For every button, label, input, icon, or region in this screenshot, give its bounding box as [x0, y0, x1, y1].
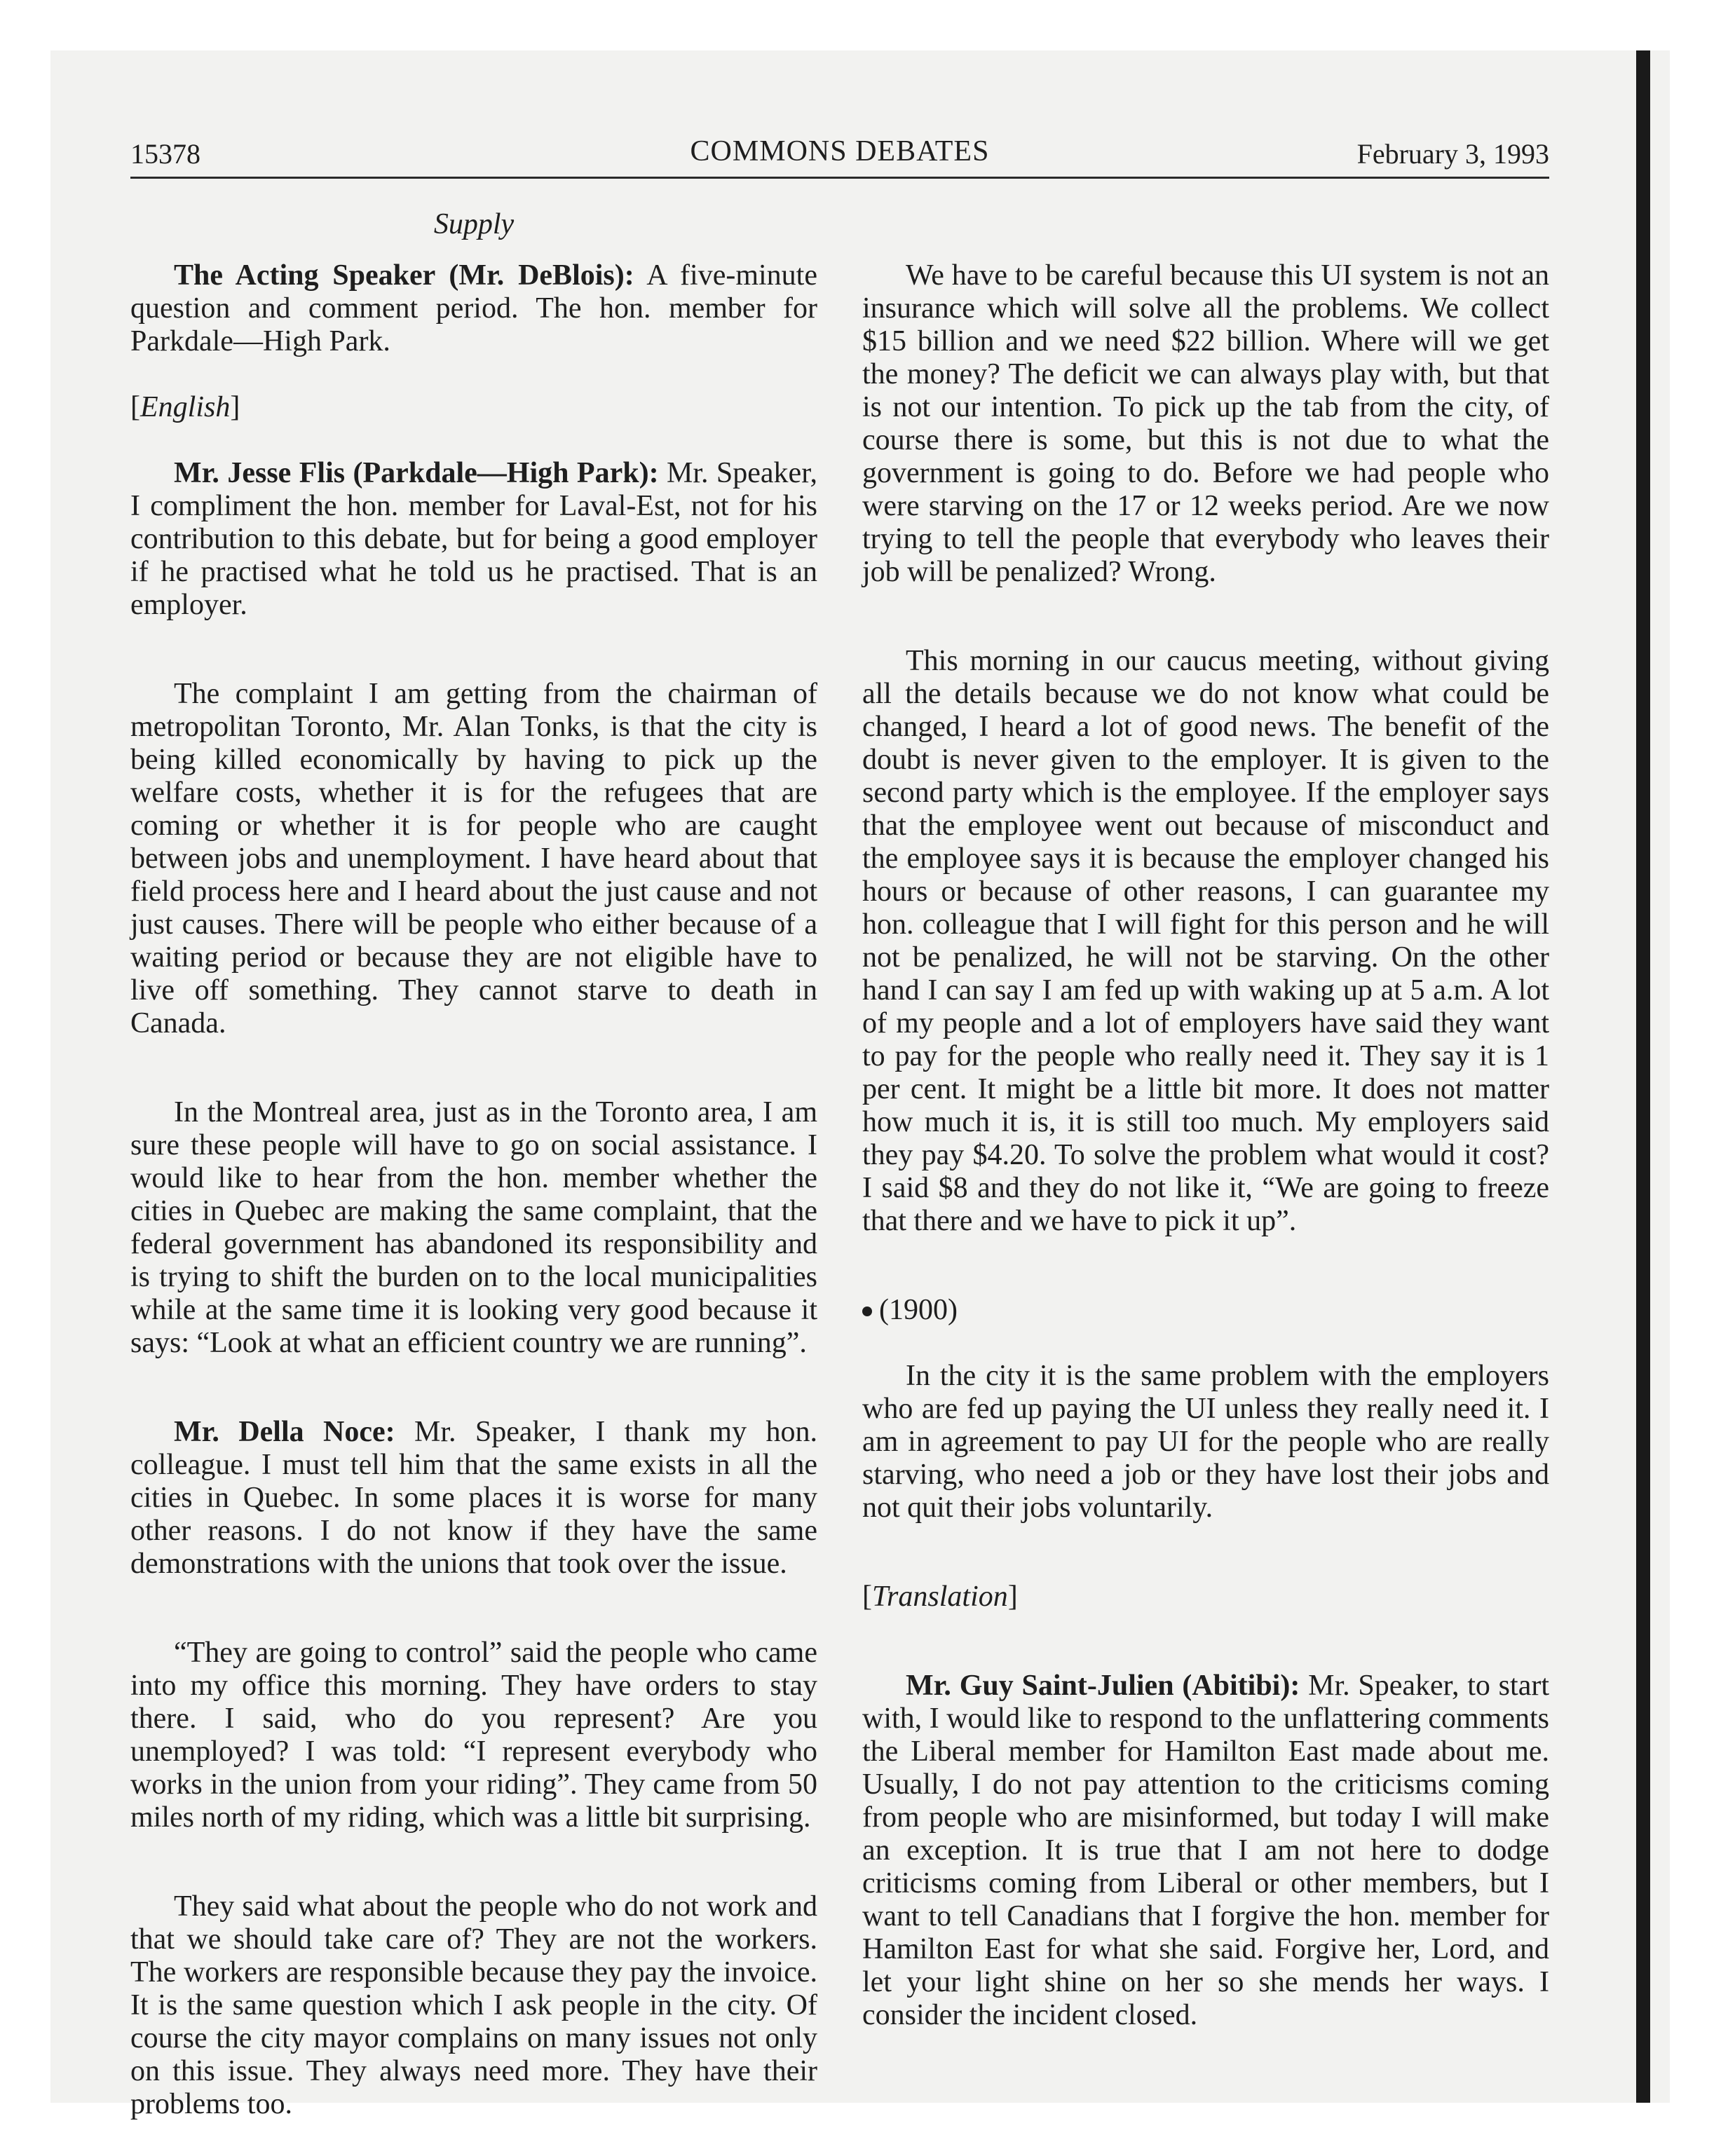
header-rule [130, 177, 1549, 179]
running-head: Supply [433, 208, 515, 240]
language-marker-english: [English] [130, 391, 240, 423]
paragraph: This morning in our caucus meeting, without giving all the details because we do not know what could be changed, I heard a lot of good news. The benefit of the doubt is never given to the employer. It is given to the second party which is the employee. If the employer says that the employee went out because of misconduct and the employee says it is because the employer changed his hours or because of other reasons, I can guarantee my hon. colleague that I will fight for this person and he will not be penalized, he will not be starving. On the other hand I can say I am fed up with waking up at 5 a.m. A lot of my people and a lot of employers have said they want to pay for the people who really need it. They say it is 1 per cent. It might be a little bit more. It does not matter how much it is, it is still too much. My employers said they pay $4.20. To solve the problem what would it cost? I said $8 and they do not like it, “We are going to freeze that there and we have to pick it up”. [862, 645, 1549, 1237]
speech-text: Mr. Speaker, I compliment the hon. member for Laval-Est, not for his contribution to this debate, but for being a good employer if he practised what he told us he practised. That is an employer. [130, 457, 818, 621]
bullet-icon [862, 1306, 872, 1316]
language-label: Translation [872, 1581, 1008, 1613]
page-header [130, 133, 1549, 177]
language-marker-translation: [Translation] [862, 1581, 1018, 1613]
speech-della-noce [130, 1416, 817, 1581]
scan-edge-bar [1636, 50, 1650, 2103]
publication-title: COMMONS DEBATES [690, 135, 990, 168]
publication-date: February 3, 1993 [1356, 138, 1549, 170]
speech-text: A five-minute question and comment period. The hon. member for Parkdale—High Park. [130, 259, 817, 357]
left-column [130, 259, 817, 2154]
time-marker-text: (1900) [879, 1294, 958, 1326]
speaker-name: Mr. Guy Saint-Julien (Abitibi): [906, 1670, 1300, 1702]
speaker-name: Mr. Della Noce: [174, 1416, 395, 1448]
paragraph: We have to be careful because this UI system is not an insurance which will solve all the problems. We collect $15 billion and we need $22 billion. Where will we get the money? The deficit we can always play with, but that is not our intention. To pick up the tab from the city, of course there is some, but this is not due to what the government is going to do. Before we had people who were starving on the 17 or 12 weeks period. Are we now trying to tell the people that everybody who leaves their job will be penalized? Wrong. [862, 259, 1549, 588]
speaker-name: Mr. Jesse Flis (Parkdale—High Park): [174, 457, 659, 489]
time-marker [862, 1294, 1549, 1327]
paragraph: In the city it is the same problem with the employers who are fed up paying the UI unless they really need it. I am in agreement to pay UI for the people who are really starving, who need a job or they have lost their jobs and not quit their jobs voluntarily. [862, 1360, 1549, 1524]
speech-acting-speaker [130, 259, 817, 358]
right-column [862, 259, 1549, 2065]
language-label: English [140, 391, 231, 423]
speaker-name: The Acting Speaker (Mr. DeBlois): [174, 259, 634, 292]
speech-text: Mr. Speaker, to start with, I would like to respond to the unflattering comments the Liberal member for Hamilton East made about me. Usually, I do not pay attention to the criticisms coming from people who are misinformed, but today I will make an exception. It is true that I am not here to dodge criticisms coming from Liberal or other members, but I want to tell Canadians that I forgive the hon. member for Hamilton East for what she said. Forgive her, Lord, and let your light shine on her so she mends her ways. I consider the incident closed. [862, 1670, 1549, 2031]
paragraph: In the Montreal area, just as in the Toronto area, I am sure these people will have to go on social assistance. I would like to hear from the hon. member whether the cities in Quebec are making the same complaint, that the federal government has abandoned its responsibility and is trying to shift the burden on to the local municipalities while at the same time it is looking very good because it says: “Look at what an efficient country we are running”. [130, 1096, 817, 1359]
paragraph: “They are going to control” said the people who came into my office this morning. They have orders to stay there. I said, who do you represent? Are you unemployed? I was told: “I represent everybody who works in the union from your riding”. They came from 50 miles north of my riding, which was a little bit surprising. [130, 1637, 817, 1834]
page-number: 15378 [130, 138, 200, 170]
speech-guy-saint-julien [862, 1670, 1549, 2032]
speech-text: Mr. Speaker, I thank my hon. colleague. I must tell him that the same exists in all the cities in Quebec. In some places it is worse for many other reasons. I do not know if they have the same demonstrations with the unions that took over the issue. [130, 1416, 817, 1580]
paragraph: The complaint I am getting from the chairman of metropolitan Toronto, Mr. Alan Tonks, is that the city is being killed economically by having to pick up the welfare costs, whether it is for the refugees that are coming or whether it is for people who are caught between jobs and unemployment. I have heard about that field process here and I heard about the just cause and not just causes. There will be people who either because of a waiting period or because they are not eligible have to live off something. They cannot starve to death in Canada. [130, 678, 817, 1039]
speech-jesse-flis [130, 457, 817, 622]
paragraph: They said what about the people who do not work and that we should take care of? They are not the workers. The workers are responsible because they pay the invoice. It is the same question which I ask people in the city. Of course the city mayor complains on many issues not only on this issue. They always need more. They have their problems too. [130, 1890, 817, 2120]
